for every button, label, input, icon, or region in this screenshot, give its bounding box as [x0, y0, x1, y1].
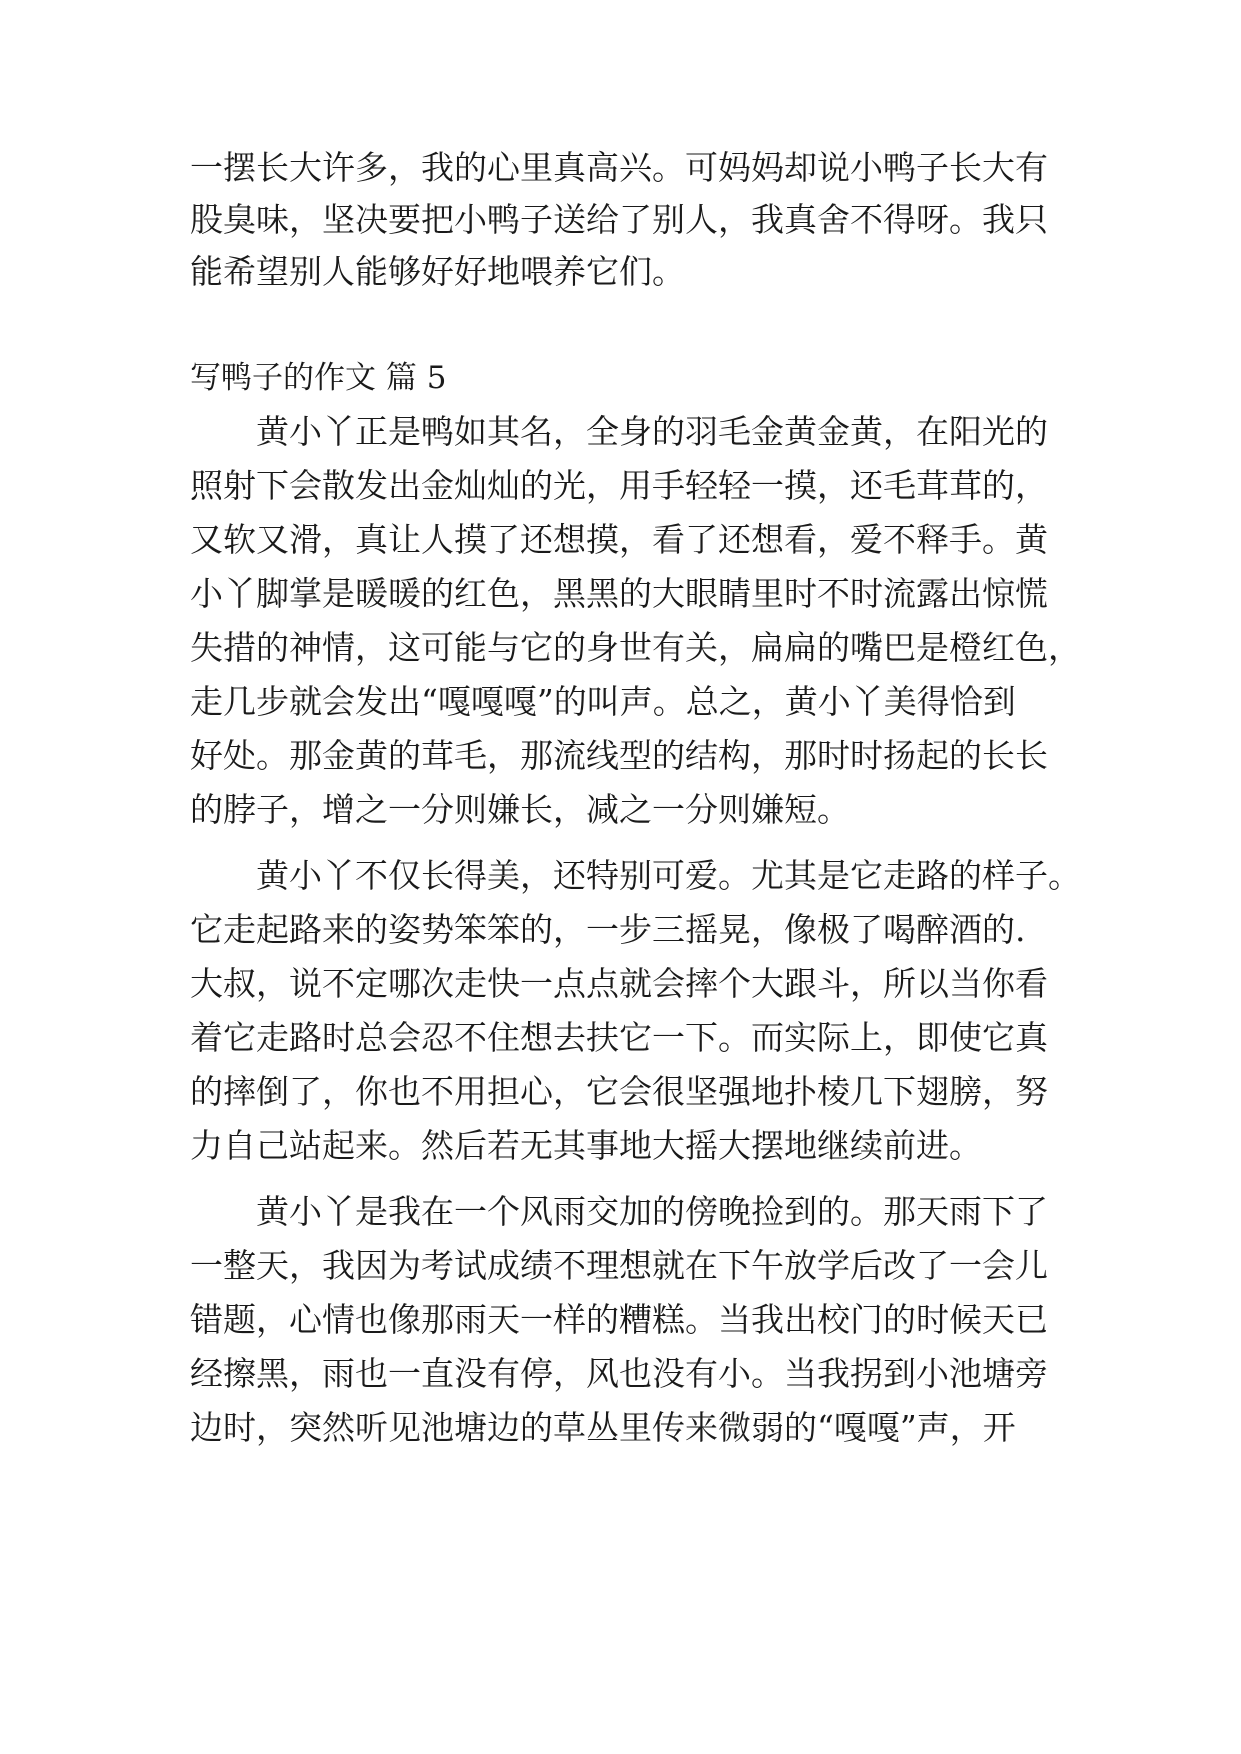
text-line: 大叔，说不定哪次走快一点点就会摔个大跟斗，所以当你看	[190, 964, 1048, 1003]
text-line: 又软又滑，真让人摸了还想摸，看了还想看，爱不释手。黄	[190, 520, 1048, 559]
text-line: 经擦黑，雨也一直没有停，风也没有小。当我拐到小池塘旁	[190, 1354, 1048, 1393]
text-line: 一摆长大许多，我的心里真高兴。可妈妈却说小鸭子长大有	[190, 148, 1048, 187]
text-line: 它走起路来的姿势笨笨的，一步三摇晃，像极了喝醉酒的.	[190, 910, 1026, 949]
text-line: 一整天，我因为考试成绩不理想就在下午放学后改了一会儿	[190, 1246, 1048, 1285]
text-line: 好处。那金黄的茸毛，那流线型的结构，那时时扬起的长长	[190, 736, 1048, 775]
section-title: 写鸭子的作文 篇 5	[190, 360, 447, 396]
text-line: 的脖子，增之一分则嫌长，减之一分则嫌短。	[190, 790, 850, 829]
text-line: 黄小丫正是鸭如其名，全身的羽毛金黄金黄，在阳光的	[256, 412, 1048, 451]
text-line: 黄小丫是我在一个风雨交加的傍晚捡到的。那天雨下了	[256, 1192, 1048, 1231]
text-line: 着它走路时总会忍不住想去扶它一下。而实际上，即使它真	[190, 1018, 1048, 1057]
text-line: 力自己站起来。然后若无其事地大摇大摆地继续前进。	[190, 1126, 982, 1165]
text-line: 能希望别人能够好好地喂养它们。	[190, 252, 685, 291]
text-line: 走几步就会发出“嘎嘎嘎”的叫声。总之，黄小丫美得恰到	[190, 682, 1016, 721]
text-line: 股臭味，坚决要把小鸭子送给了别人，我真舍不得呀。我只	[190, 200, 1048, 239]
text-line: 黄小丫不仅长得美，还特别可爱。尤其是它走路的样子。	[256, 856, 1081, 895]
text-line: 照射下会散发出金灿灿的光，用手轻轻一摸，还毛茸茸的，	[190, 466, 1048, 505]
text-line: 失措的神情，这可能与它的身世有关，扁扁的嘴巴是橙红色，	[190, 628, 1081, 667]
text-line: 边时，突然听见池塘边的草丛里传来微弱的“嘎嘎”声，开	[190, 1408, 1016, 1447]
text-line: 错题，心情也像那雨天一样的糟糕。当我出校门的时候天已	[190, 1300, 1048, 1339]
text-line: 小丫脚掌是暖暖的红色，黑黑的大眼睛里时不时流露出惊慌	[190, 574, 1048, 613]
text-line: 的摔倒了，你也不用担心，它会很坚强地扑棱几下翅膀，努	[190, 1072, 1048, 1111]
